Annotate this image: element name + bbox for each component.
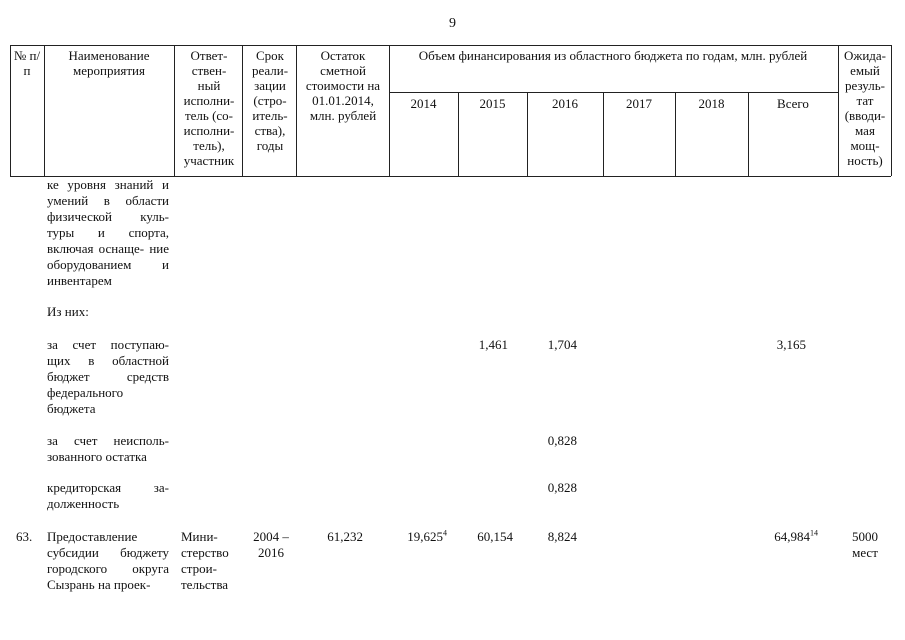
page-number: 9 [449, 16, 456, 31]
col-border-1 [44, 45, 45, 176]
row63-total-value: 64,984 [774, 529, 810, 544]
row63-2016: 8,824 [547, 529, 577, 544]
header-total: Всего [777, 96, 809, 111]
federal-total: 3,165 [776, 337, 806, 352]
row63-total-footnote: 14 [810, 528, 818, 538]
continued-text: ке уровня знаний и умений в области физической куль- туры и спорта, включая оснаще- ние оборудованием и инвентарем [47, 177, 169, 288]
federal-label: за счет поступаю- щих в областной бюджет средств федерального бюджета [47, 337, 169, 416]
header-year-2015: 2015 [479, 96, 506, 111]
row63-number: 63. [16, 529, 33, 544]
header-year-2016: 2016 [552, 96, 578, 111]
header-col-term: Срок реали- зации (стро- итель- ства), годы [251, 48, 289, 153]
of-them-label: Из них: [47, 304, 89, 319]
col-border-0 [10, 45, 11, 176]
col-border-4 [296, 45, 297, 176]
unused-label: за счет неисполь- зованного остатка [47, 433, 169, 464]
row63-2015: 60,154 [477, 529, 513, 544]
col-border-3 [242, 45, 243, 176]
header-col-fin: Объем финансирования из областного бюджета по годам, млн. рублей [418, 48, 808, 63]
row63-result: 5000 мест [852, 529, 878, 560]
header-col-exec: Ответ- ствен- ный исполни- тель (со- исполни- тель), участник [183, 48, 235, 168]
row63-rest: 61,232 [327, 529, 363, 544]
header-year-2014: 2014 [410, 96, 437, 111]
creditor-2016: 0,828 [547, 480, 577, 495]
federal-2016: 1,704 [547, 337, 577, 352]
header-col-no: № п/п [13, 48, 41, 78]
row63-2014 [389, 529, 447, 545]
row63-executor: Мини- стерство строи- тельства [181, 529, 229, 592]
header-year-2017: 2017 [626, 96, 652, 111]
row63-total [748, 529, 818, 545]
federal-2015: 1,461 [478, 337, 508, 352]
row63-2014-footnote: 4 [443, 528, 447, 538]
col-border-11 [838, 45, 839, 176]
header-year-2018: 2018 [698, 96, 725, 111]
header-top-border [10, 45, 891, 46]
col-border-12 [891, 45, 892, 176]
header-col-rest: Остаток сметной стоимости на 01.01.2014, млн. рублей [305, 48, 381, 123]
years-row-border [389, 92, 838, 93]
header-col-result: Ожида- емый резуль- тат (вводи- мая мощ- ность) [843, 48, 887, 168]
col-border-2 [174, 45, 175, 176]
row63-2014-value: 19,625 [407, 529, 443, 544]
row63-name: Предоставление субсидии бюджету городского округа Сызрань на проек- [47, 529, 169, 592]
unused-2016: 0,828 [547, 433, 577, 448]
header-col-name: Наименование мероприятия [68, 48, 150, 78]
row63-term: 2004 – 2016 [253, 529, 289, 560]
creditor-label: кредиторская за- долженность [47, 480, 169, 511]
